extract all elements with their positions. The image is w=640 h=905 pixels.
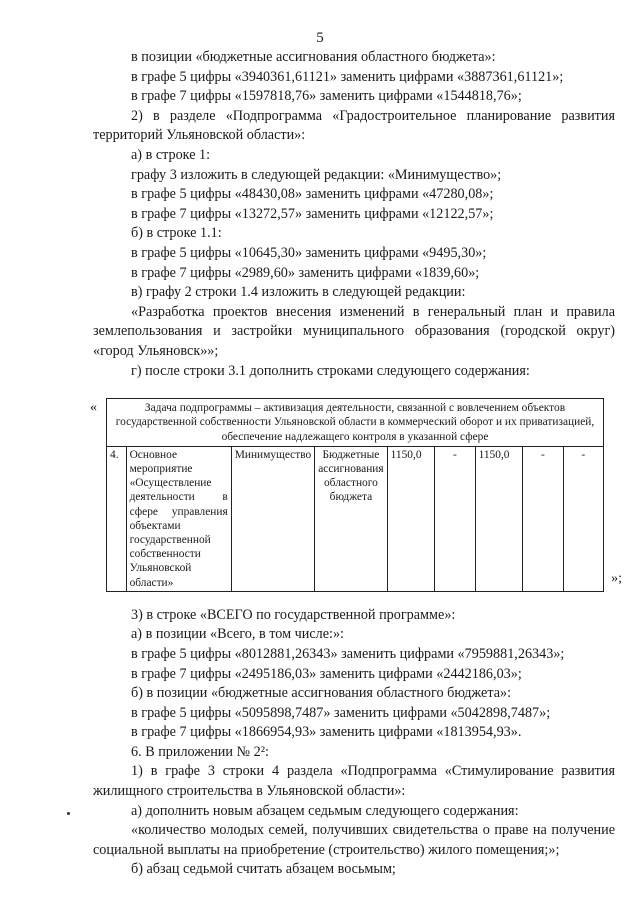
document-body <box>90 48 622 880</box>
paragraph: «Разработка проектов внесения изменений в генеральный план и правила землепользования и застройки муниципального образования (городской округ) «город Ульяновск»»; <box>93 303 615 359</box>
scan-speck <box>67 812 70 815</box>
paragraph: а) дополнить новым абзацем седьмым следующего содержания: <box>131 802 519 819</box>
paragraph: в графе 7 цифры «2495186,03» заменить цифрами «2442186,03»; <box>131 665 522 682</box>
paragraph: в графе 7 цифры «1866954,93» заменить цифрами «1813954,93». <box>131 724 522 741</box>
paragraph: в графе 7 цифры «1597818,76» заменить цифрами «1544818,76»; <box>131 88 522 105</box>
total-cell: 1150,0 <box>387 446 435 591</box>
paragraph: б) в позиции «бюджетные ассигнования областного бюджета»: <box>131 685 512 702</box>
paragraph: «количество молодых семей, получивших свидетельства о праве на получение социальной выплаты на приобретение (строительство) жилого помещения;»; <box>93 822 615 858</box>
paragraph: а) в позиции «Всего, в том числе:»: <box>131 626 344 643</box>
paragraph: 1) в графе 3 строки 4 раздела «Подпрограмма «Стимулирование развития жилищного строительства в Ульяновской области»: <box>93 763 615 800</box>
paragraph: в позиции «бюджетные ассигнования областного бюджета»: <box>131 49 496 65</box>
row-number-cell: 4. <box>107 446 127 591</box>
paragraph: в графе 5 цифры «3940361,61121» заменить цифрами «3887361,61121»; <box>131 68 564 85</box>
amendment-table <box>106 398 604 592</box>
paragraph: в графе 7 цифры «13272,57» заменить цифрами «12122,57»; <box>131 205 494 222</box>
paragraph: графу 3 изложить в следующей редакции: «Минимущество»; <box>131 166 502 183</box>
table-close-quote: »; <box>611 571 622 587</box>
funding-source-cell: Бюджетные ассигнования областного бюджета <box>315 446 387 591</box>
paragraph: в графе 5 цифры «5095898,7487» заменить цифрами «5042898,7487»; <box>131 704 551 721</box>
table-row <box>107 446 604 591</box>
paragraph: 6. В приложении № 2²: <box>131 743 269 760</box>
amendment-table-block <box>90 398 622 592</box>
executor-cell: Минимущество <box>231 446 314 591</box>
measure-name-cell: Основное мероприятие «Осуществление деятельности в сфере управления объектами государственной собственности Ульяновской области» <box>126 446 231 591</box>
year-cell: - <box>435 446 475 591</box>
task-header-cell: Задача подпрограммы – активизация деятельности, связанной с вовлечением объектов государственной собственности Ульяновской области в коммерческий оборот и их приватизацией, обеспечение надлежащего контроля в указанной сфере <box>107 399 604 447</box>
paragraph: б) абзац седьмой считать абзацем восьмым; <box>131 861 396 878</box>
year-cell: - <box>563 446 603 591</box>
paragraph: в) графу 2 строки 1.4 изложить в следующей редакции: <box>131 284 466 301</box>
paragraph: в графе 5 цифры «48430,08» заменить цифрами «47280,08»; <box>131 186 494 203</box>
paragraph: в графе 5 цифры «8012881,26343» заменить цифрами «7959881,26343»; <box>131 645 565 662</box>
paragraph: в графе 5 цифры «10645,30» заменить цифрами «9495,30»; <box>131 244 487 261</box>
year-cell: 1150,0 <box>475 446 523 591</box>
paragraph: б) в строке 1.1: <box>131 225 222 242</box>
paragraph: 2) в разделе «Подпрограмма «Градостроительное планирование развития территорий Ульяновской области»: <box>93 107 615 144</box>
paragraph: 3) в строке «ВСЕГО по государственной программе»: <box>131 606 456 623</box>
page-number: 5 <box>316 30 324 46</box>
year-cell: - <box>523 446 563 591</box>
table-open-quote: « <box>90 400 97 416</box>
table-header-row <box>107 399 604 447</box>
paragraph: г) после строки 3.1 дополнить строками следующего содержания: <box>131 362 530 379</box>
paragraph: а) в строке 1: <box>131 146 211 163</box>
paragraph: в графе 7 цифры «2989,60» заменить цифрами «1839,60»; <box>131 264 480 281</box>
